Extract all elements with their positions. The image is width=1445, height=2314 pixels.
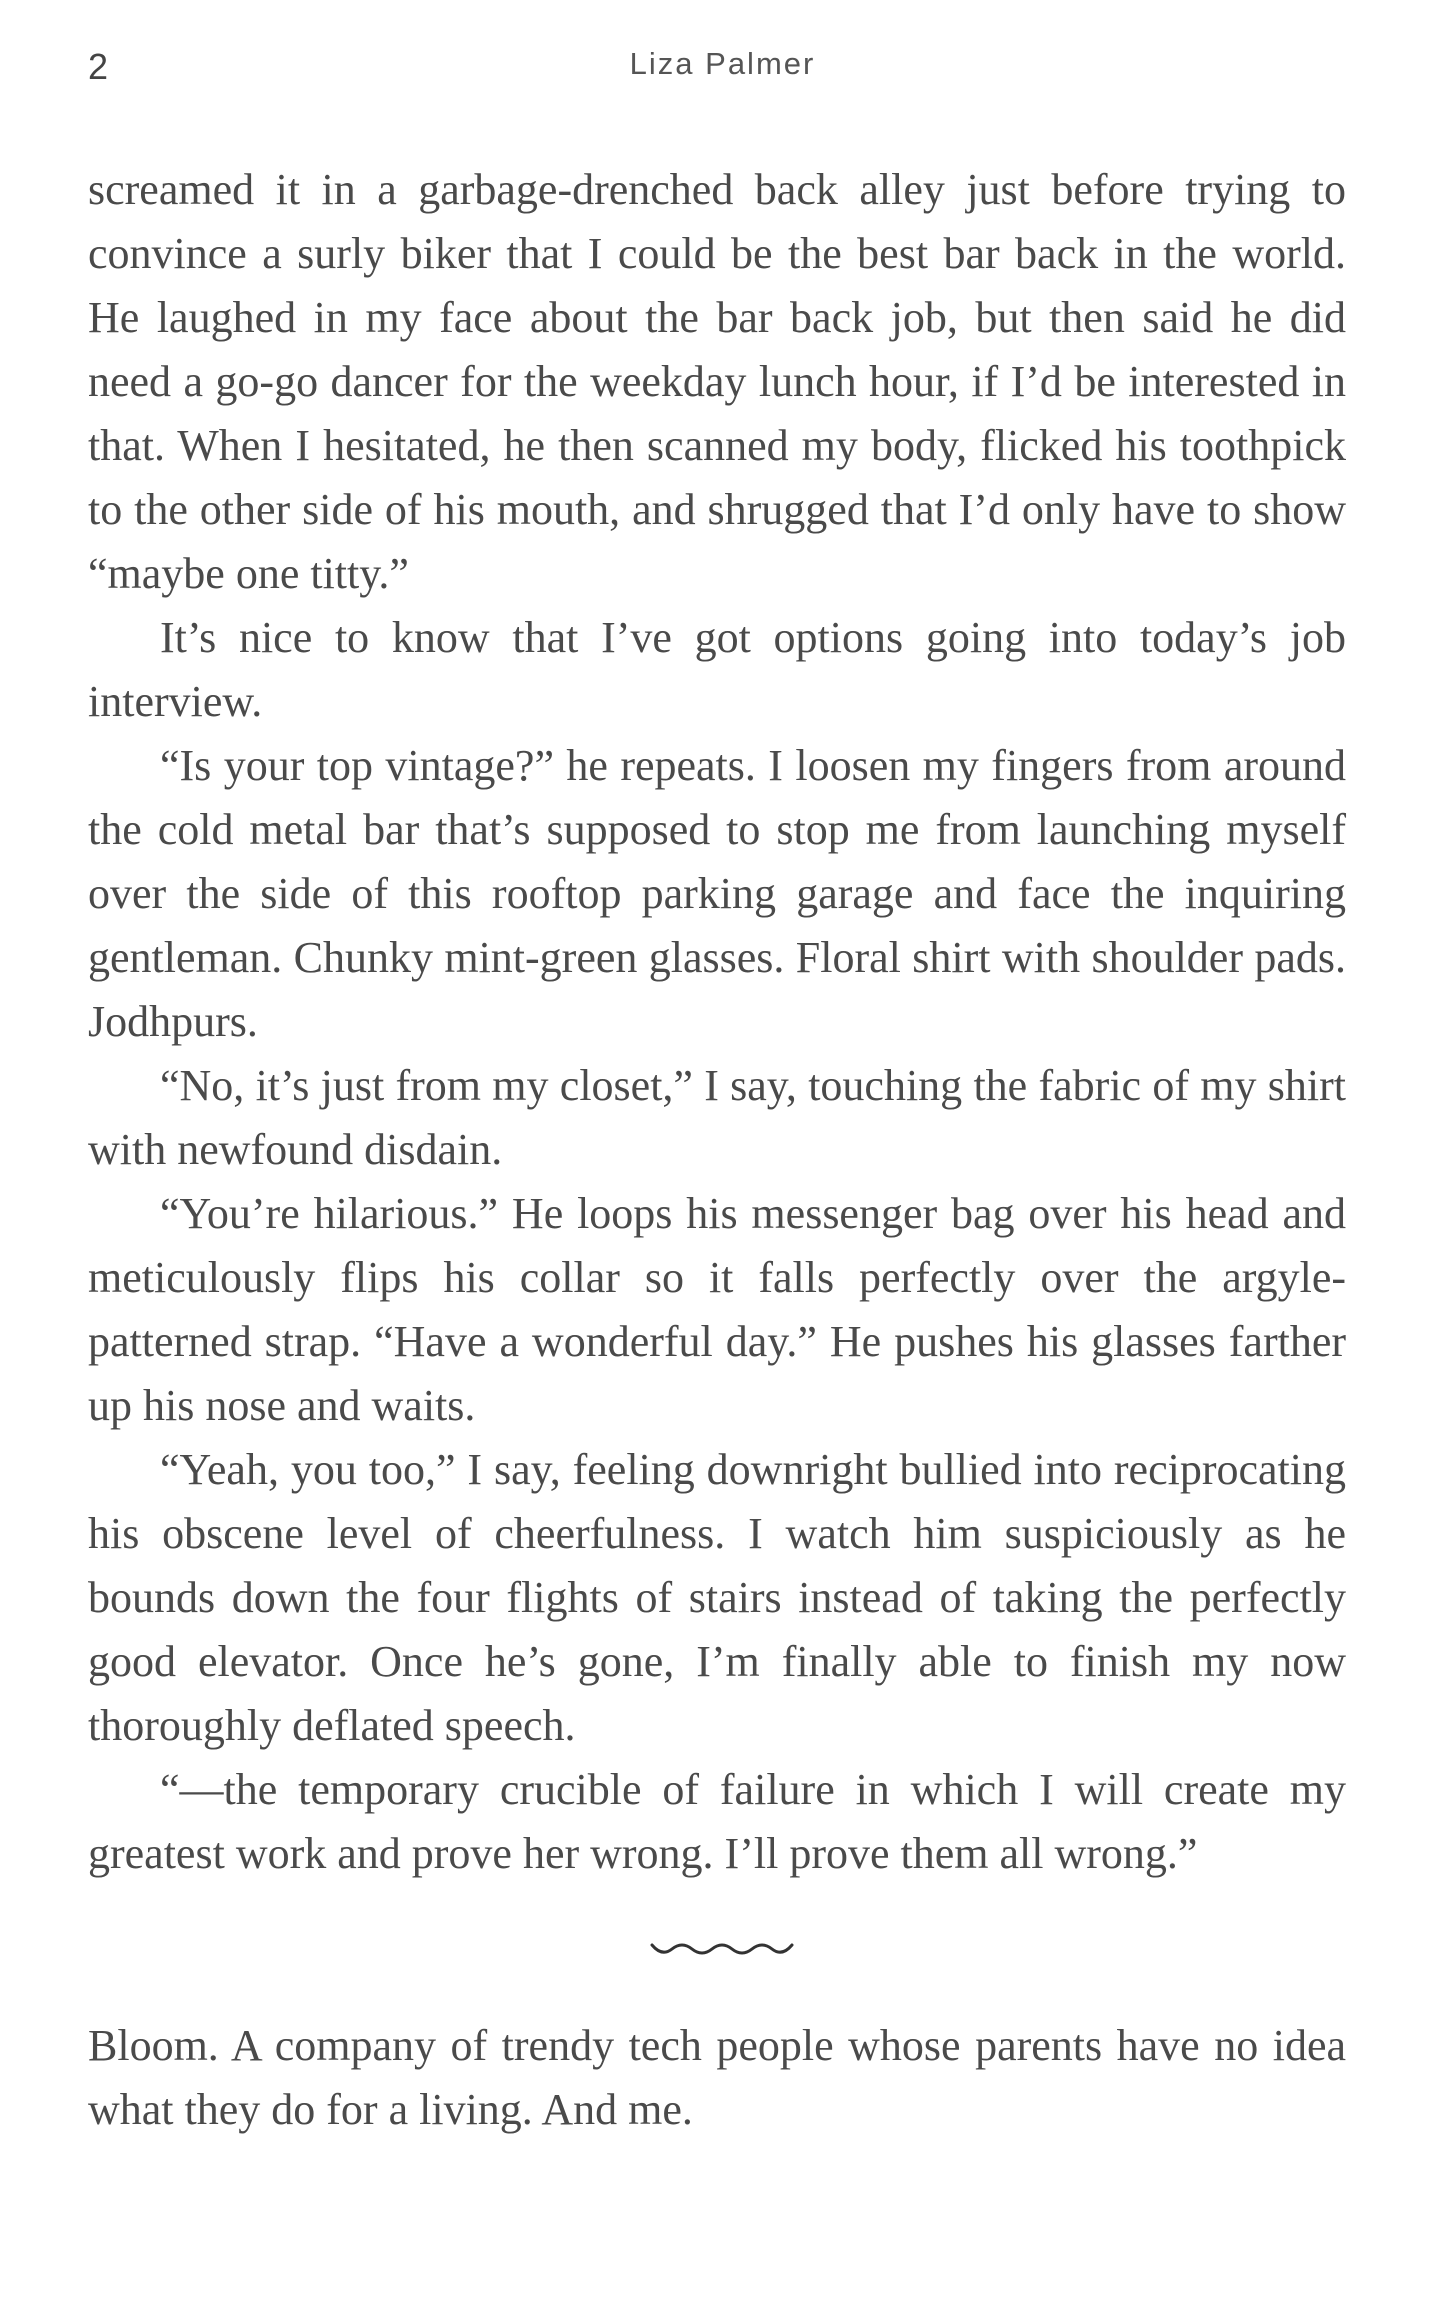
wave-ornament-icon xyxy=(648,1935,798,1965)
paragraph: “No, it’s just from my closet,” I say, touching the fabric of my shirt with newfound disdain. xyxy=(88,1061,1346,1174)
section-two xyxy=(88,2014,1346,2142)
body-text xyxy=(88,158,1346,1886)
page-header xyxy=(0,46,1445,96)
running-head: Liza Palmer xyxy=(629,46,816,81)
paragraph: “Is your top vintage?” he repeats. I loosen my fingers from around the cold metal bar that’s supposed to stop me from launching myself over the side of this rooftop parking garage and face the inquiring gentleman. Chunky mint-green glasses. Floral shirt with shoulder pads. Jodhpurs. xyxy=(88,741,1346,1046)
paragraph: “Yeah, you too,” I say, feeling downright bullied into reciprocating his obscene level of cheerfulness. I watch him suspiciously as he bounds down the four flights of stairs instead of taking the perfectly good elevator. Once he’s gone, I’m finally able to finish my now thoroughly deflated speech. xyxy=(88,1445,1346,1750)
paragraph: screamed it in a garbage-drenched back alley just before trying to convince a surly biker that I could be the best bar back in the world. He laughed in my face about the bar back job, but then said he did need a go-go dancer for the weekday lunch hour, if I’d be interested in that. When I hesitated, he then scanned my body, flicked his toothpick to the other side of his mouth, and shrugged that I’d only have to show “maybe one titty.” xyxy=(88,165,1346,598)
paragraph: “—the temporary crucible of failure in which I will create my greatest work and prove her wrong. I’ll prove them all wrong.” xyxy=(88,1765,1346,1878)
page-number: 2 xyxy=(88,46,109,87)
paragraph: It’s nice to know that I’ve got options going into today’s job interview. xyxy=(88,613,1346,726)
paragraph: “You’re hilarious.” He loops his messenger bag over his head and meticulously flips his collar so it falls perfectly over the argyle-patterned strap. “Have a wonderful day.” He pushes his glasses farther up his nose and waits. xyxy=(88,1189,1346,1430)
paragraph: Bloom. A company of trendy tech people whose parents have no idea what they do for a living. And me. xyxy=(88,2021,1346,2134)
section-break-ornament xyxy=(0,1935,1445,1975)
